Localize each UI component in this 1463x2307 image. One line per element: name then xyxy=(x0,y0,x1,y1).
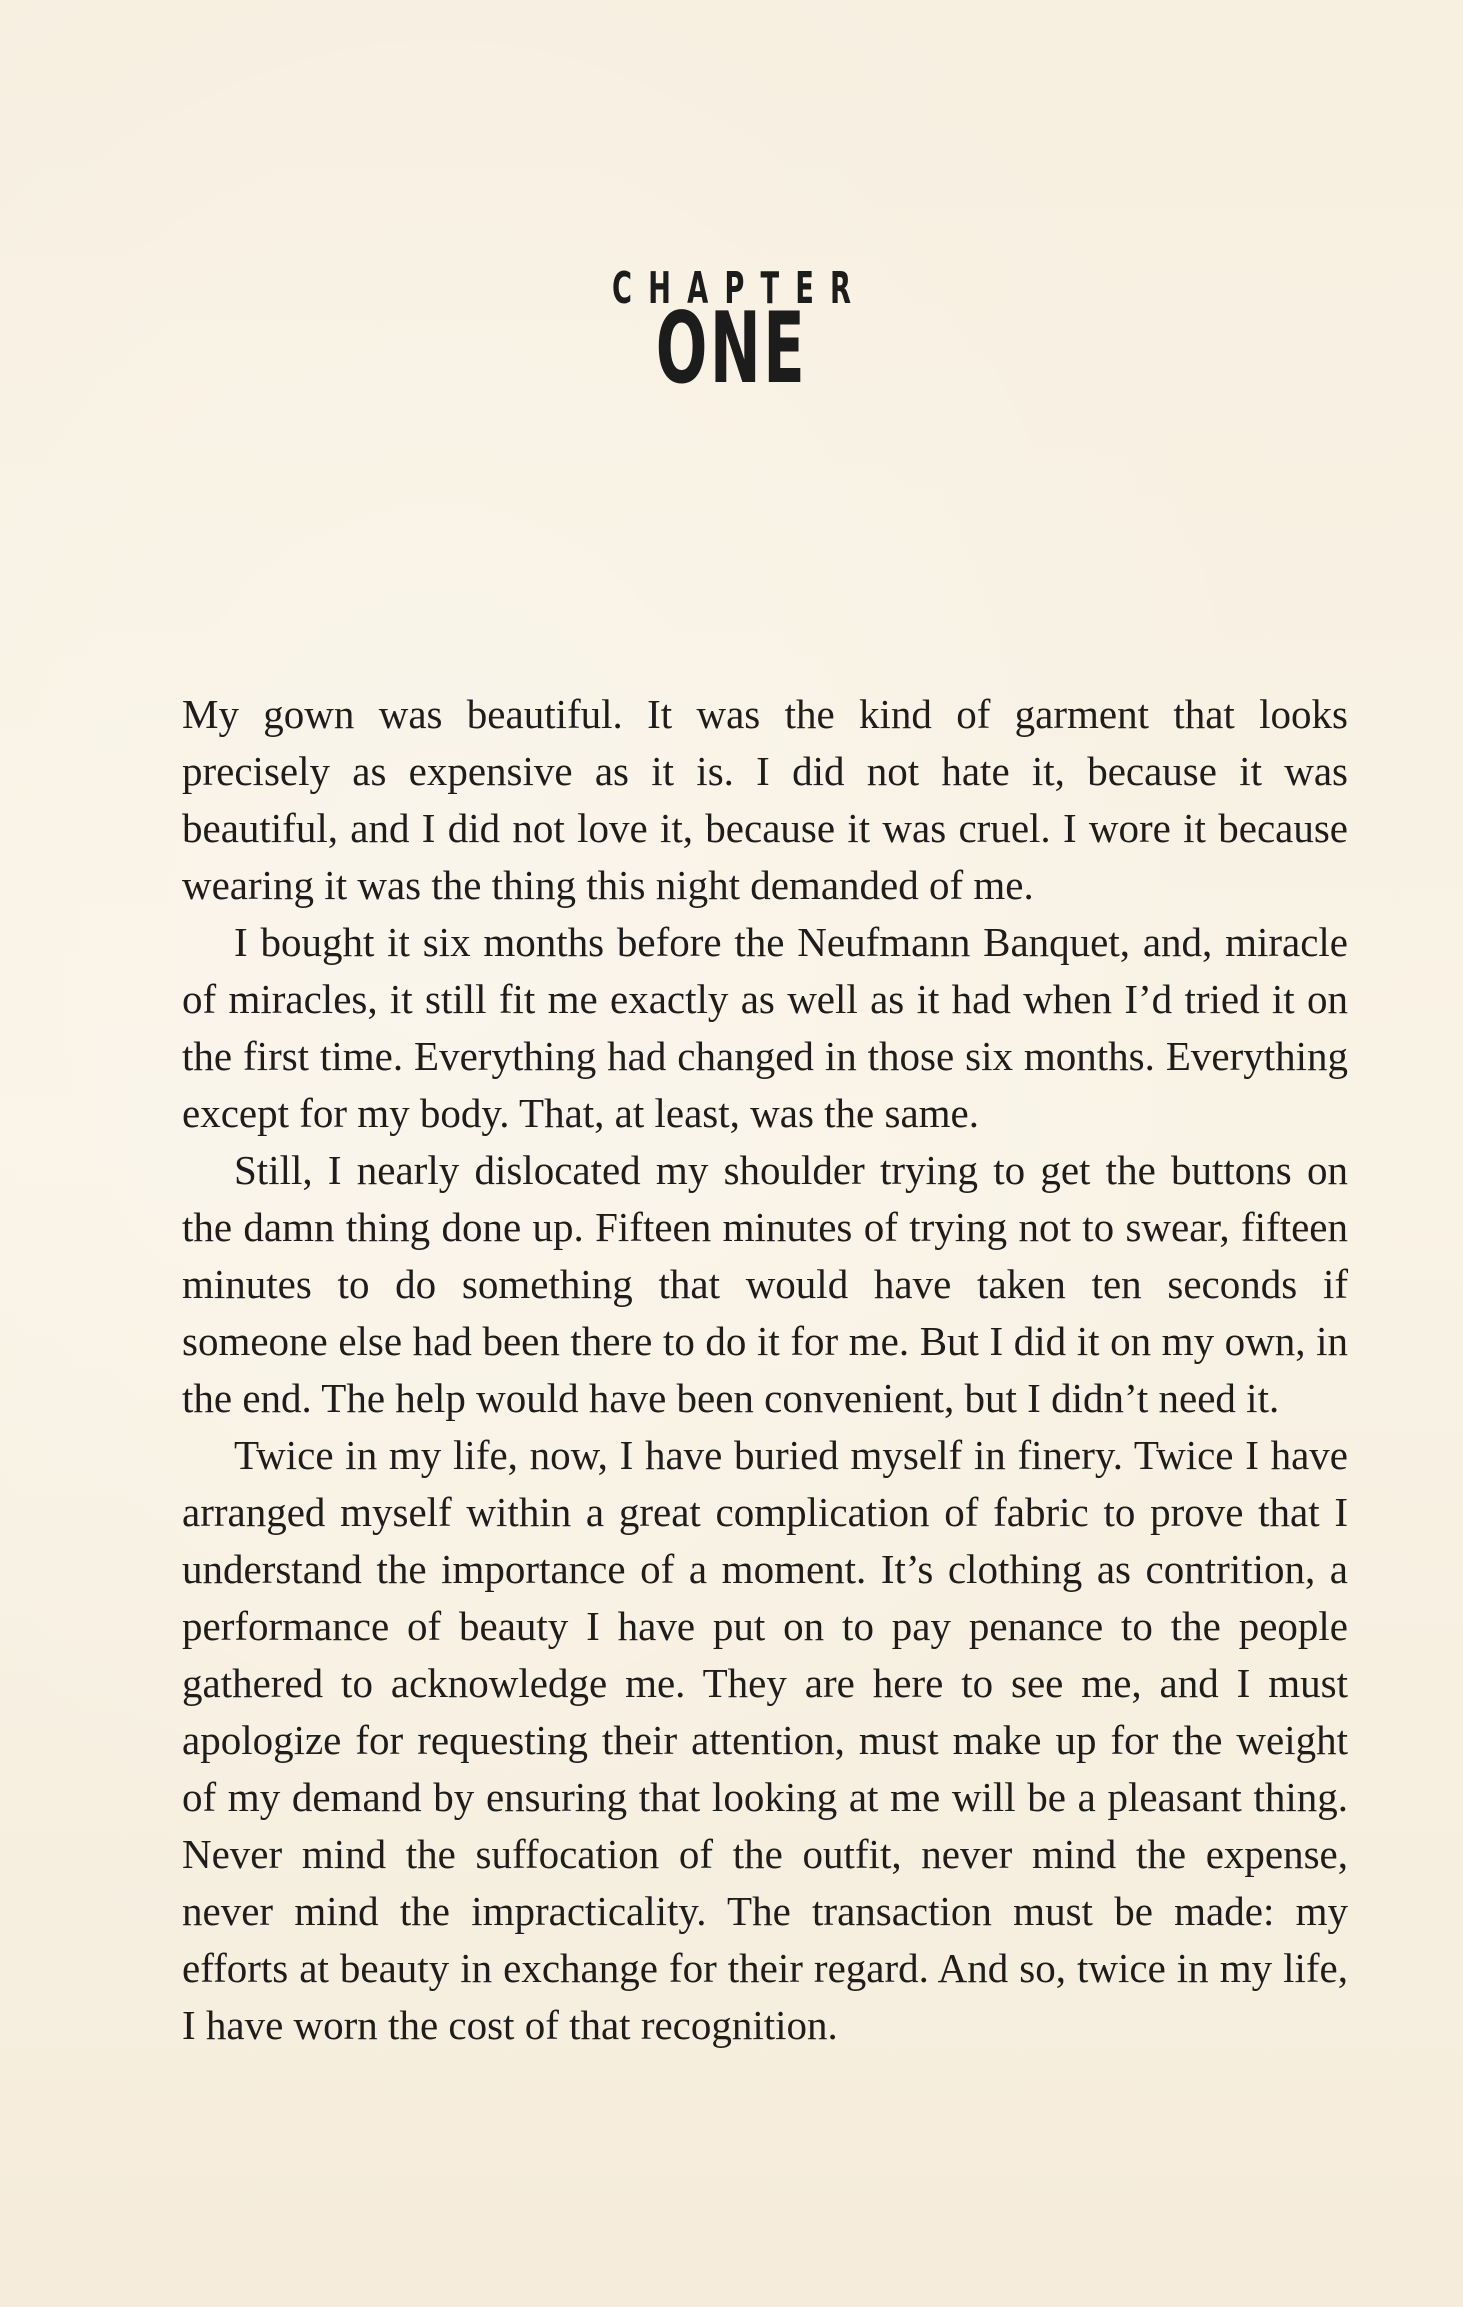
chapter-label: CHAPTER xyxy=(612,263,868,314)
paragraph: Still, I nearly dislocated my shoulder trying to get the buttons on the damn thing done up. Fifteen minutes of trying not to swear, fifteen minutes to do something that would have taken ten seconds if someone else had been there to do it for me. But I did it on my own, in the end. The help would have been convenient, but I didn’t need it. xyxy=(182,1147,1348,1421)
paragraph: My gown was beautiful. It was the kind of garment that looks precisely as expensive as it is. I did not hate it, because it was beautiful, and I did not love it, because it was cruel. I wore it because wearing it was the thing this night demanded of me. xyxy=(182,691,1348,908)
paragraph: Twice in my life, now, I have buried myself in finery. Twice I have arranged myself within a great complication of fabric to prove that I understand the importance of a moment. It’s clothing as contrition, a performance of beauty I have put on to pay penance to the people gathered to acknowledge me. They are here to see me, and I must apologize for requesting their attention, must make up for the weight of my demand by ensuring that looking at me will be a pleasant thing. Never mind the suffocation of the outfit, never mind the expense, never mind the impracticality. The transaction must be made: my efforts at beauty in exchange for their regard. And so, twice in my life, I have worn the cost of that recognition. xyxy=(182,1432,1348,2048)
chapter-heading xyxy=(0,262,1463,406)
chapter-body xyxy=(182,686,1348,2054)
chapter-number: ONE xyxy=(655,292,808,406)
paragraph: I bought it six months before the Neufmann Banquet, and, miracle of miracles, it still fit me exactly as well as it had when I’d tried it on the first time. Everything had changed in those six months. Everything except for my body. That, at least, was the same. xyxy=(182,919,1348,1136)
